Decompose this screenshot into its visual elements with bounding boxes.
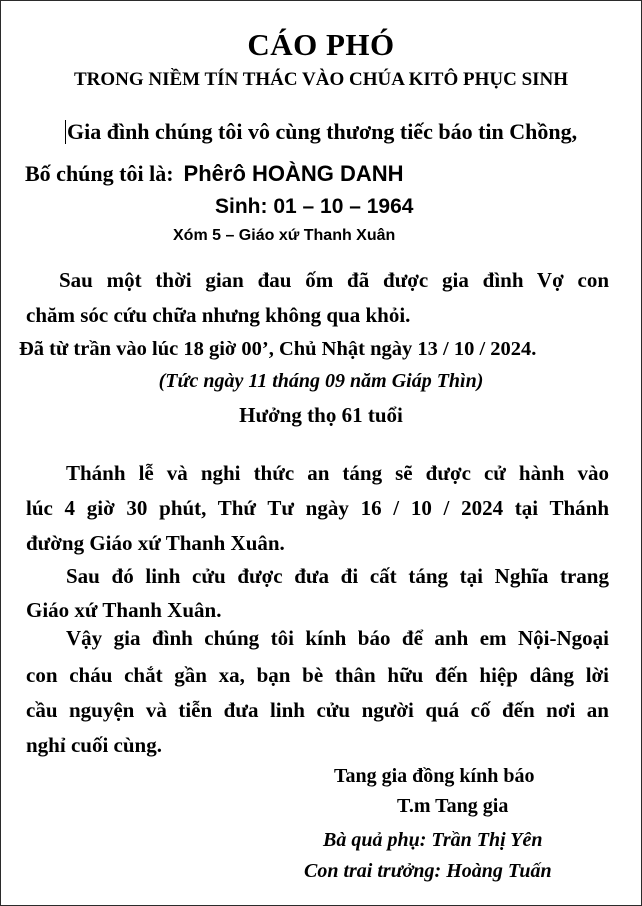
illness-line-2: chăm sóc cứu chữa nhưng không qua khỏi. [26, 303, 411, 327]
document-subtitle: TRONG NIỀM TÍN THÁC VÀO CHÚA KITÔ PHỤC SINH [73, 69, 569, 90]
mass-line-2: lúc 4 giờ 30 phút, Thứ Tư ngày 16 / 10 / 2024 tại Thánh [26, 496, 609, 520]
intro-line-1: Gia đình chúng tôi vô cùng thương tiếc báo tin Chồng, [67, 119, 578, 144]
signoff-family: Tang gia đồng kính báo [334, 765, 535, 787]
mass-line-3: đường Giáo xứ Thanh Xuân. [26, 531, 285, 555]
text-cursor [65, 120, 66, 144]
age-at-death: Hưởng thọ 61 tuổi [239, 403, 403, 427]
hamlet-parish: Xóm 5 – Giáo xứ Thanh Xuân [173, 227, 396, 244]
document-title: CÁO PHÓ [247, 27, 395, 62]
signoff-on-behalf: T.m Tang gia [397, 795, 509, 817]
illness-line-1: Sau một thời gian đau ốm đã được gia đình Vợ con [59, 268, 609, 292]
mass-line-1: Thánh lễ và nghi thức an táng sẽ được cử hành vào [66, 461, 609, 485]
signatory-widow: Bà quả phụ: Trần Thị Yên [323, 829, 543, 851]
deceased-name: Phêrô HOÀNG DANH [183, 161, 404, 186]
intro-line-2-prefix: Bố chúng tôi là: [25, 161, 174, 186]
birth-date: Sinh: 01 – 10 – 1964 [215, 195, 414, 218]
notice-line-2: con cháu chắt gần xa, bạn bè thân hữu đến hiệp dâng lời [26, 663, 609, 687]
signatory-eldest-son: Con trai trưởng: Hoàng Tuấn [304, 860, 552, 882]
intro-line-2 [25, 161, 404, 187]
notice-line-4: nghỉ cuối cùng. [26, 733, 162, 757]
burial-line-1: Sau đó linh cửu được đưa đi cất táng tại Nghĩa trang [66, 564, 609, 588]
notice-line-1: Vậy gia đình chúng tôi kính báo để anh em Nội-Ngoại [66, 626, 609, 650]
burial-line-2: Giáo xứ Thanh Xuân. [26, 598, 222, 622]
death-line: Đã từ trần vào lúc 18 giờ 00’, Chủ Nhật ngày 13 / 10 / 2024. [19, 338, 537, 360]
notice-line-3: cầu nguyện và tiễn đưa linh cửu người quá cố đến nơi an [26, 698, 609, 722]
lunar-date: (Tức ngày 11 tháng 09 năm Giáp Thìn) [158, 370, 484, 392]
